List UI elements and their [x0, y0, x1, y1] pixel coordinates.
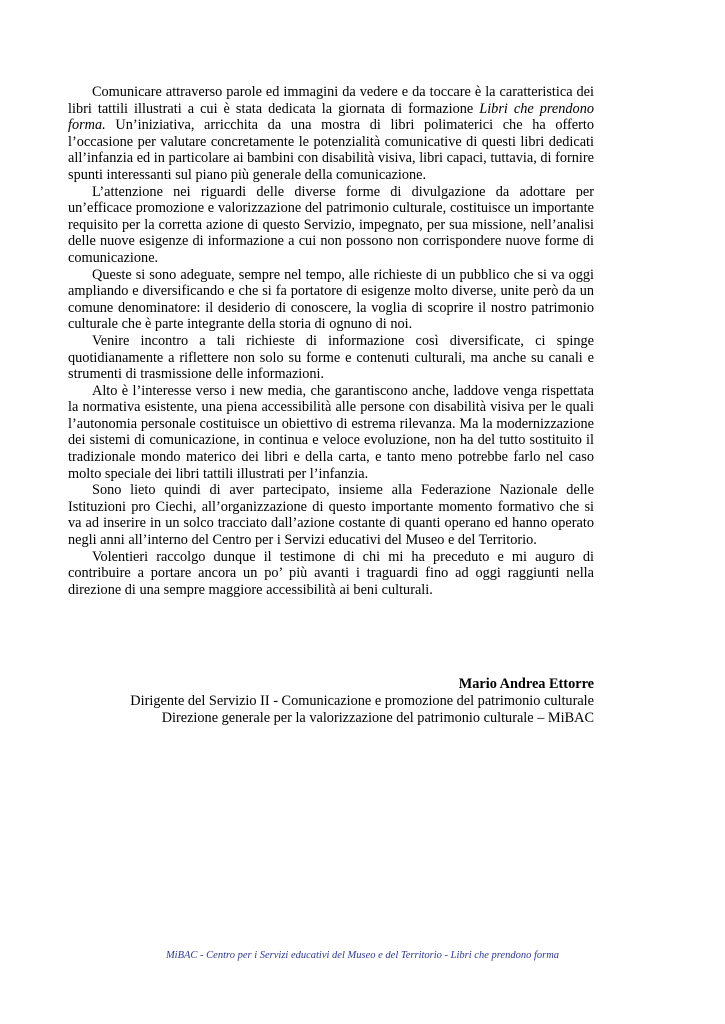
- paragraph-intro-continuation: Un’iniziativa, arricchita da una mostra di libri polimaterici che ha offerto l’occasione per valutare concretamente le potenzialità comunicative di questi libri dedicati all’infanzia ed in particolare ai bambini con disabilità visiva, libri capaci, tuttavia, di fornire spunti interessanti sul piano più generale della comunicazione.: [68, 117, 594, 183]
- signature-block: [68, 676, 594, 727]
- paragraph-closing: Volentieri raccolgo dunque il testimone di chi mi ha preceduto e mi auguro di contribuire a portare ancora un po’ più avanti i traguardi fino ad oggi raggiunti nella direzione di una sempre maggiore accessibilità ai beni culturali.: [68, 548, 594, 598]
- signatory-office: Direzione generale per la valorizzazione del patrimonio culturale – MiBAC: [161, 710, 594, 726]
- event-title: Libri che prendono forma.: [68, 100, 595, 134]
- signatory-role: Dirigente del Servizio II - Comunicazione e promozione del patrimonio culturale: [130, 693, 594, 709]
- paragraph-intro: [68, 84, 594, 184]
- paragraph-requests: Venire incontro a tali richieste di informazione così diversificate, ci spinge quotidianamente a riflettere non solo su forme e contenuti culturali, ma anche su canali e strumenti di trasmissione delle informazioni.: [68, 332, 594, 383]
- paragraph-attention: L’attenzione nei riguardi delle diverse forme di divulgazione da adottare per un’efficace promozione e valorizzazione del patrimonio culturale, costituisce un importante requisito per la corretta azione di questo Servizio, impegnato, per sua missione, nell’analisi delle nuove esigenze di informazione a cui non possono non corrispondere nuove forme di comunicazione.: [68, 183, 594, 266]
- paragraph-new-media: Alto è l’interesse verso i new media, che garantiscono anche, laddove venga rispettata la normativa esistente, una piena accessibilità alle persone con disabilità visiva per le quali l’autonomia personale costituisce un obiettivo di estrema rilevanza. Ma la modernizzazione dei sistemi di comunicazione, in continua e veloce evoluzione, non ha del tutto sostituito il tradizionale mondo materico dei libri e della carta, e tanto meno potrebbe farlo nel caso molto speciale dei libri tattili illustrati per l’infanzia.: [68, 382, 594, 482]
- signatory-name: Mario Andrea Ettorre: [458, 676, 594, 692]
- paragraph-participation: Sono lieto quindi di aver partecipato, insieme alla Federazione Nazionale delle Istituzioni pro Ciechi, all’organizzazione di questo importante momento formativo che si va ad inserire in un solco tracciato dall’azione costante di quanti operano ed hanno operato negli anni all’interno del Centro per i Servizi educativi del Museo e del Territorio.: [68, 482, 594, 549]
- paragraph-intro-text: Comunicare attraverso parole ed immagini da vedere e da toccare è la caratteristica dei libri tattili illustrati a cui è stata dedicata la giornata di formazione: [68, 84, 594, 117]
- letter-body: [68, 84, 594, 598]
- page-footer: MiBAC - Centro per i Servizi educativi del Museo e del Territorio - Libri che prendono forma: [165, 950, 560, 961]
- paragraph-adaptation: Queste si sono adeguate, sempre nel tempo, alle richieste di un pubblico che si va oggi ampliando e diversificando e che si fa portatore di esigenze molto diverse, unite però da un comune denominatore: il desiderio di conoscere, la voglia di scoprire il nostro patrimonio culturale che è parte integrante della storia di ognuno di noi.: [68, 266, 594, 333]
